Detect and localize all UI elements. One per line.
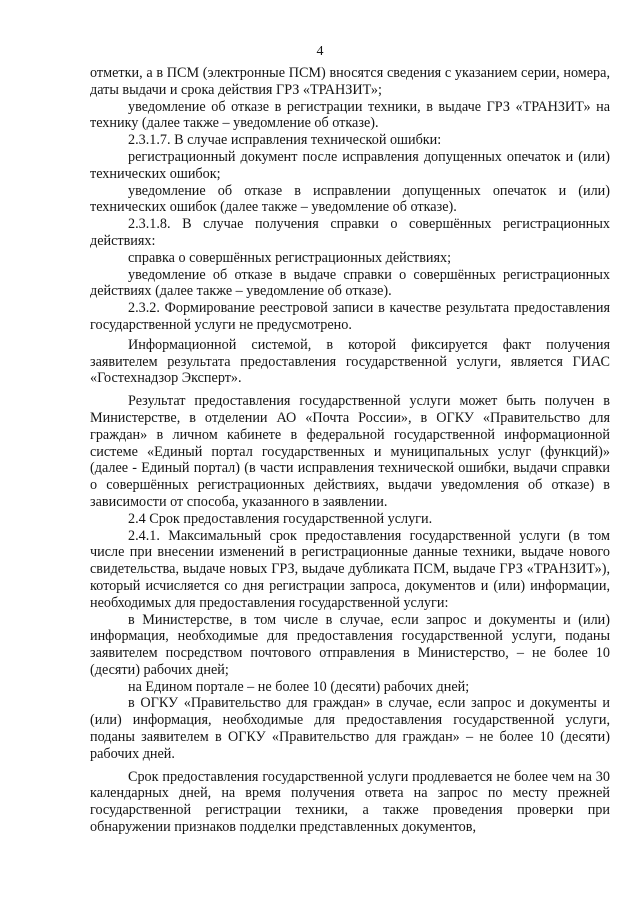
paragraph-1: отметки, а в ПСМ (электронные ПСМ) вносятся сведения с указанием серии, номера, даты выдачи и срока действия ГРЗ «ТРАНЗИТ»; xyxy=(90,65,610,98)
paragraph-5: уведомление об отказе в исправлении допущенных опечаток и (или) технических ошибок (далее также – уведомление об отказе). xyxy=(90,182,610,216)
paragraph-8: уведомление об отказе в выдаче справки о совершённых регистрационных действиях (далее также – уведомление об отказе). xyxy=(90,266,610,300)
paragraph-11: Результат предоставления государственной услуги может быть получен в Министерстве, в отделении АО «Почта России», в ОГКУ «Правительство для граждан» в личном кабинете в федеральной государственной информационной системе «Единый портал государственных и муниципальных услуг (функций)» (далее - Единый портал) (в части исправления технической ошибки, выдачи справки о совершённых регистрационных действиях, выдачи уведомления об отказе) в зависимости от способа, указанного в заявлении. xyxy=(90,393,610,510)
paragraph-12: 2.4 Срок предоставления государственной услуги. xyxy=(128,510,433,527)
paragraph-14: в Министерстве, в том числе в случае, если запрос и документы и (или) информация, необходимые для предоставления государственной услуги, поданы заявителем посредством почтового отправления в Министерство, – не более 10 (десяти) рабочих дней; xyxy=(90,611,610,678)
paragraph-17: Срок предоставления государственной услуги продлевается не более чем на 30 календарных дней, на время получения ответа на запрос по месту прежней государственной регистрации техники, а также проведения проверки при обнаружении признаков подделки представленных документов, xyxy=(90,768,610,836)
paragraph-2: уведомление об отказе в регистрации техники, в выдаче ГРЗ «ТРАНЗИТ» на технику (далее также – уведомление об отказе). xyxy=(90,98,610,132)
paragraph-10: Информационной системой, в которой фиксируется факт получения заявителем результата предоставления государственной услуги, является ГИАС «Гостехнадзор Эксперт». xyxy=(90,336,610,387)
paragraph-15: на Едином портале – не более 10 (десяти) рабочих дней; xyxy=(128,678,470,695)
document-body xyxy=(90,65,610,836)
page-number: 4 xyxy=(316,44,324,59)
paragraph-13: 2.4.1. Максимальный срок предоставления государственной услуги (в том числе при внесении изменений в регистрационные данные техники, выдаче нового свидетельства, выдаче новых ГРЗ, выдаче дубликата ПСМ, выдаче ГРЗ «ТРАНЗИТ»), который исчисляется со дня регистрации запроса, документов и (или) информации, необходимых для предоставления государственной услуги: xyxy=(90,527,610,611)
paragraph-3: 2.3.1.7. В случае исправления технической ошибки: xyxy=(128,132,442,149)
paragraph-9: 2.3.2. Формирование реестровой записи в качестве результата предоставления государственной услуги не предусмотрено. xyxy=(90,300,610,333)
paragraph-7: справка о совершённых регистрационных действиях; xyxy=(128,249,452,266)
paragraph-4: регистрационный документ после исправления допущенных опечаток и (или) технических ошибок; xyxy=(90,148,610,182)
paragraph-6: 2.3.1.8. В случае получения справки о совершённых регистрационных действиях: xyxy=(90,216,610,249)
paragraph-16: в ОГКУ «Правительство для граждан» в случае, если запрос и документы и (или) информация, необходимые для предоставления государственной услуги, поданы заявителем в ОГКУ «Правительство для граждан» – не более 10 (десяти) рабочих дней. xyxy=(90,695,610,762)
